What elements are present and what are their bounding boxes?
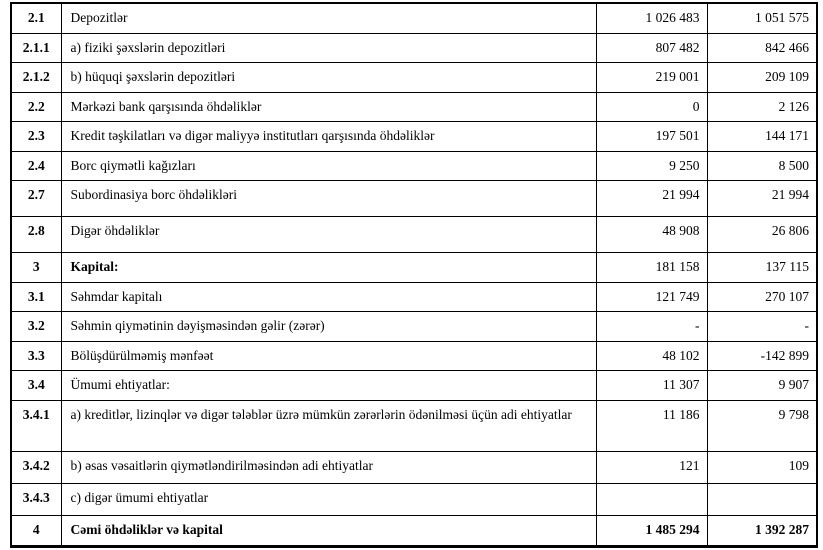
description-cell: Ümumi ehtiyatlar:: [61, 371, 596, 401]
value-cell-previous: 842 466: [707, 33, 817, 63]
table-row: [11, 484, 817, 516]
row-number-cell: 3.2: [11, 312, 61, 342]
value-cell-current: 121 749: [596, 282, 707, 312]
table-row: [11, 217, 817, 253]
table-row: [11, 151, 817, 181]
table-row: [11, 312, 817, 342]
value-cell-previous: 109: [707, 452, 817, 484]
table-row: [11, 3, 817, 33]
value-cell-previous: 270 107: [707, 282, 817, 312]
row-number-cell: 2.4: [11, 151, 61, 181]
table-body: [11, 3, 817, 546]
value-cell-current: 1 485 294: [596, 516, 707, 547]
description-cell: Digər öhdəliklər: [61, 217, 596, 253]
table-row: [11, 452, 817, 484]
table-row: [11, 181, 817, 217]
row-number-cell: 2.2: [11, 92, 61, 122]
value-cell-previous: [707, 484, 817, 516]
description-cell: Subordinasiya borc öhdəlikləri: [61, 181, 596, 217]
table-row: [11, 371, 817, 401]
value-cell-current: 21 994: [596, 181, 707, 217]
value-cell-previous: 9 907: [707, 371, 817, 401]
value-cell-current: 11 186: [596, 401, 707, 452]
row-number-cell: 3.4.3: [11, 484, 61, 516]
value-cell-current: [596, 484, 707, 516]
row-number-cell: 2.1.1: [11, 33, 61, 63]
value-cell-current: 48 908: [596, 217, 707, 253]
value-cell-current: 0: [596, 92, 707, 122]
description-cell: Mərkəzi bank qarşısında öhdəliklər: [61, 92, 596, 122]
value-cell-current: -: [596, 312, 707, 342]
table-row: [11, 401, 817, 452]
value-cell-current: 121: [596, 452, 707, 484]
table-row: [11, 63, 817, 93]
value-cell-current: 197 501: [596, 122, 707, 152]
row-number-cell: 3.4.1: [11, 401, 61, 452]
row-number-cell: 4: [11, 516, 61, 547]
row-number-cell: 3: [11, 253, 61, 283]
row-number-cell: 2.1: [11, 3, 61, 33]
value-cell-previous: 2 126: [707, 92, 817, 122]
table-row: [11, 282, 817, 312]
value-cell-previous: 8 500: [707, 151, 817, 181]
description-cell: Kredit təşkilatları və digər maliyyə institutları qarşısında öhdəliklər: [61, 122, 596, 152]
value-cell-previous: -142 899: [707, 341, 817, 371]
row-number-cell: 3.3: [11, 341, 61, 371]
description-cell: b) əsas vəsaitlərin qiymətləndirilməsindən adi ehtiyatlar: [61, 452, 596, 484]
value-cell-previous: 137 115: [707, 253, 817, 283]
description-cell: a) fiziki şəxslərin depozitləri: [61, 33, 596, 63]
value-cell-previous: 1 392 287: [707, 516, 817, 547]
description-cell: a) kreditlər, lizinqlər və digər tələblər üzrə mümkün zərərlərin ödənilməsi üçün adi ehtiyatlar: [61, 401, 596, 452]
description-cell: Səhmin qiymətinin dəyişməsindən gəlir (zərər): [61, 312, 596, 342]
value-cell-current: 48 102: [596, 341, 707, 371]
description-cell: Səhmdar kapitalı: [61, 282, 596, 312]
value-cell-previous: 1 051 575: [707, 3, 817, 33]
value-cell-previous: 26 806: [707, 217, 817, 253]
table-row: [11, 253, 817, 283]
description-cell: c) digər ümumi ehtiyatlar: [61, 484, 596, 516]
table-row: [11, 33, 817, 63]
balance-sheet-table: [10, 2, 818, 548]
description-cell: Borc qiymətli kağızları: [61, 151, 596, 181]
value-cell-previous: 144 171: [707, 122, 817, 152]
table-row: [11, 341, 817, 371]
description-cell: Bölüşdürülməmiş mənfəət: [61, 341, 596, 371]
value-cell-current: 11 307: [596, 371, 707, 401]
value-cell-current: 181 158: [596, 253, 707, 283]
row-number-cell: 2.7: [11, 181, 61, 217]
value-cell-previous: 9 798: [707, 401, 817, 452]
value-cell-current: 807 482: [596, 33, 707, 63]
description-cell: Depozitlər: [61, 3, 596, 33]
value-cell-current: 9 250: [596, 151, 707, 181]
table-row: [11, 122, 817, 152]
description-cell: Kapital:: [61, 253, 596, 283]
table-row: [11, 92, 817, 122]
row-number-cell: 2.3: [11, 122, 61, 152]
row-number-cell: 3.4: [11, 371, 61, 401]
table-row: [11, 516, 817, 547]
value-cell-previous: 209 109: [707, 63, 817, 93]
row-number-cell: 2.8: [11, 217, 61, 253]
value-cell-current: 1 026 483: [596, 3, 707, 33]
value-cell-previous: -: [707, 312, 817, 342]
value-cell-current: 219 001: [596, 63, 707, 93]
row-number-cell: 3.1: [11, 282, 61, 312]
description-cell: Cəmi öhdəliklər və kapital: [61, 516, 596, 547]
description-cell: b) hüquqi şəxslərin depozitləri: [61, 63, 596, 93]
value-cell-previous: 21 994: [707, 181, 817, 217]
row-number-cell: 3.4.2: [11, 452, 61, 484]
row-number-cell: 2.1.2: [11, 63, 61, 93]
